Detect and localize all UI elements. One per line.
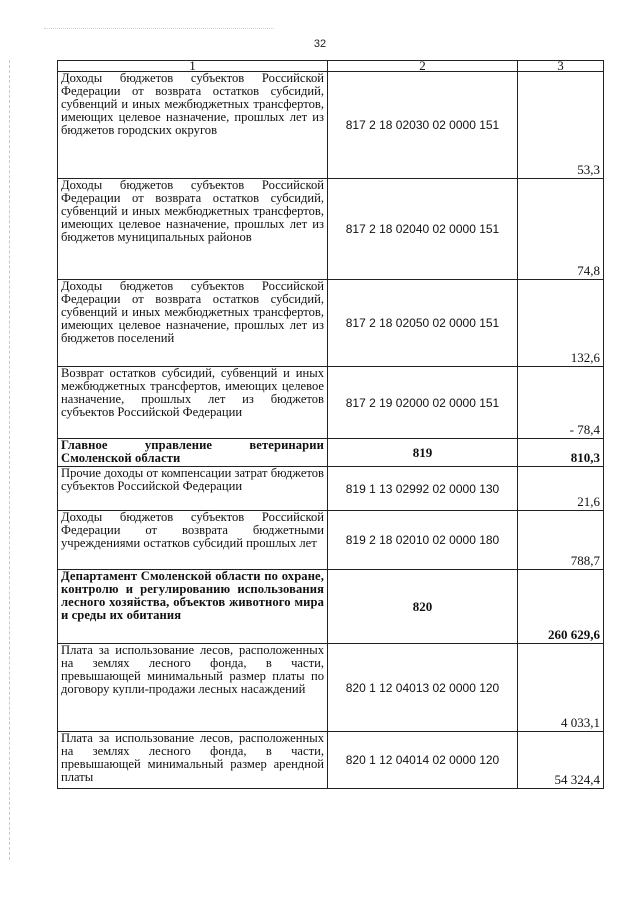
budget-code-cell: 817 2 18 02040 02 0000 151 (328, 179, 518, 280)
revenue-name-cell: Доходы бюджетов субъектов Российской Федерации от возврата остатков субсидий, субвенций и иных межбюджетных трансфертов, имеющих целевое назначение, прошлых лет из бюджетов поселений (58, 280, 328, 367)
budget-code-cell: 817 2 18 02030 02 0000 151 (328, 72, 518, 179)
organization-row (58, 439, 604, 467)
amount-cell: 74,8 (518, 179, 604, 280)
amount-cell: 132,6 (518, 280, 604, 367)
table-row (58, 511, 604, 570)
table-row (58, 367, 604, 439)
revenue-name-cell: Плата за использование лесов, расположенных на землях лесного фонда, в части, превышающей минимальный размер платы по договору купли-продажи лесных насаждений (58, 644, 328, 732)
amount-cell: 810,3 (518, 439, 604, 467)
amount-cell: 4 033,1 (518, 644, 604, 732)
header-row (58, 61, 604, 72)
table-row (58, 72, 604, 179)
table-body (58, 72, 604, 789)
budget-code-cell: 819 2 18 02010 02 0000 180 (328, 511, 518, 570)
budget-code-cell: 817 2 18 02050 02 0000 151 (328, 280, 518, 367)
scan-artifact-top (44, 28, 274, 29)
revenue-name-cell: Доходы бюджетов субъектов Российской Федерации от возврата остатков субсидий, субвенций и иных межбюджетных трансфертов, имеющих целевое назначение, прошлых лет из бюджетов муниципальных районов (58, 179, 328, 280)
amount-cell: 260 629,6 (518, 570, 604, 644)
budget-code-cell: 817 2 19 02000 02 0000 151 (328, 367, 518, 439)
budget-code-cell: 820 1 12 04013 02 0000 120 (328, 644, 518, 732)
budget-code-cell: 820 (328, 570, 518, 644)
budget-code-cell: 820 1 12 04014 02 0000 120 (328, 732, 518, 789)
budget-code-cell: 819 1 13 02992 02 0000 130 (328, 467, 518, 511)
revenue-name-cell: Возврат остатков субсидий, субвенций и иных межбюджетных трансфертов, имеющих целевое назначение, прошлых лет из бюджетов субъектов Российской Федерации (58, 367, 328, 439)
amount-cell: 788,7 (518, 511, 604, 570)
scan-artifact-margin (9, 60, 10, 860)
budget-revenue-table (57, 60, 604, 789)
organization-row (58, 570, 604, 644)
header-column-1: 1 (58, 61, 328, 72)
revenue-name-cell: Доходы бюджетов субъектов Российской Федерации от возврата бюджетными учреждениями остатков субсидий прошлых лет (58, 511, 328, 570)
table-row (58, 280, 604, 367)
amount-cell: 21,6 (518, 467, 604, 511)
revenue-name-cell: Прочие доходы от компенсации затрат бюджетов субъектов Российской Федерации (58, 467, 328, 511)
amount-cell: - 78,4 (518, 367, 604, 439)
page-number: 32 (313, 38, 327, 50)
header-column-3: 3 (518, 61, 604, 72)
revenue-name-cell: Главное управление ветеринарии Смоленской области (58, 439, 328, 467)
revenue-name-cell: Доходы бюджетов субъектов Российской Федерации от возврата остатков субсидий, субвенций и иных межбюджетных трансфертов, имеющих целевое назначение, прошлых лет из бюджетов городских округов (58, 72, 328, 179)
table-row (58, 732, 604, 789)
amount-cell: 53,3 (518, 72, 604, 179)
budget-code-cell: 819 (328, 439, 518, 467)
table-row (58, 467, 604, 511)
amount-cell: 54 324,4 (518, 732, 604, 789)
table-row (58, 179, 604, 280)
revenue-name-cell: Департамент Смоленской области по охране, контролю и регулированию использования лесного хозяйства, объектов животного мира и среды их обитания (58, 570, 328, 644)
revenue-name-cell: Плата за использование лесов, расположенных на землях лесного фонда, в части, превышающей минимальный размер арендной платы (58, 732, 328, 789)
header-column-2: 2 (328, 61, 518, 72)
table-row (58, 644, 604, 732)
